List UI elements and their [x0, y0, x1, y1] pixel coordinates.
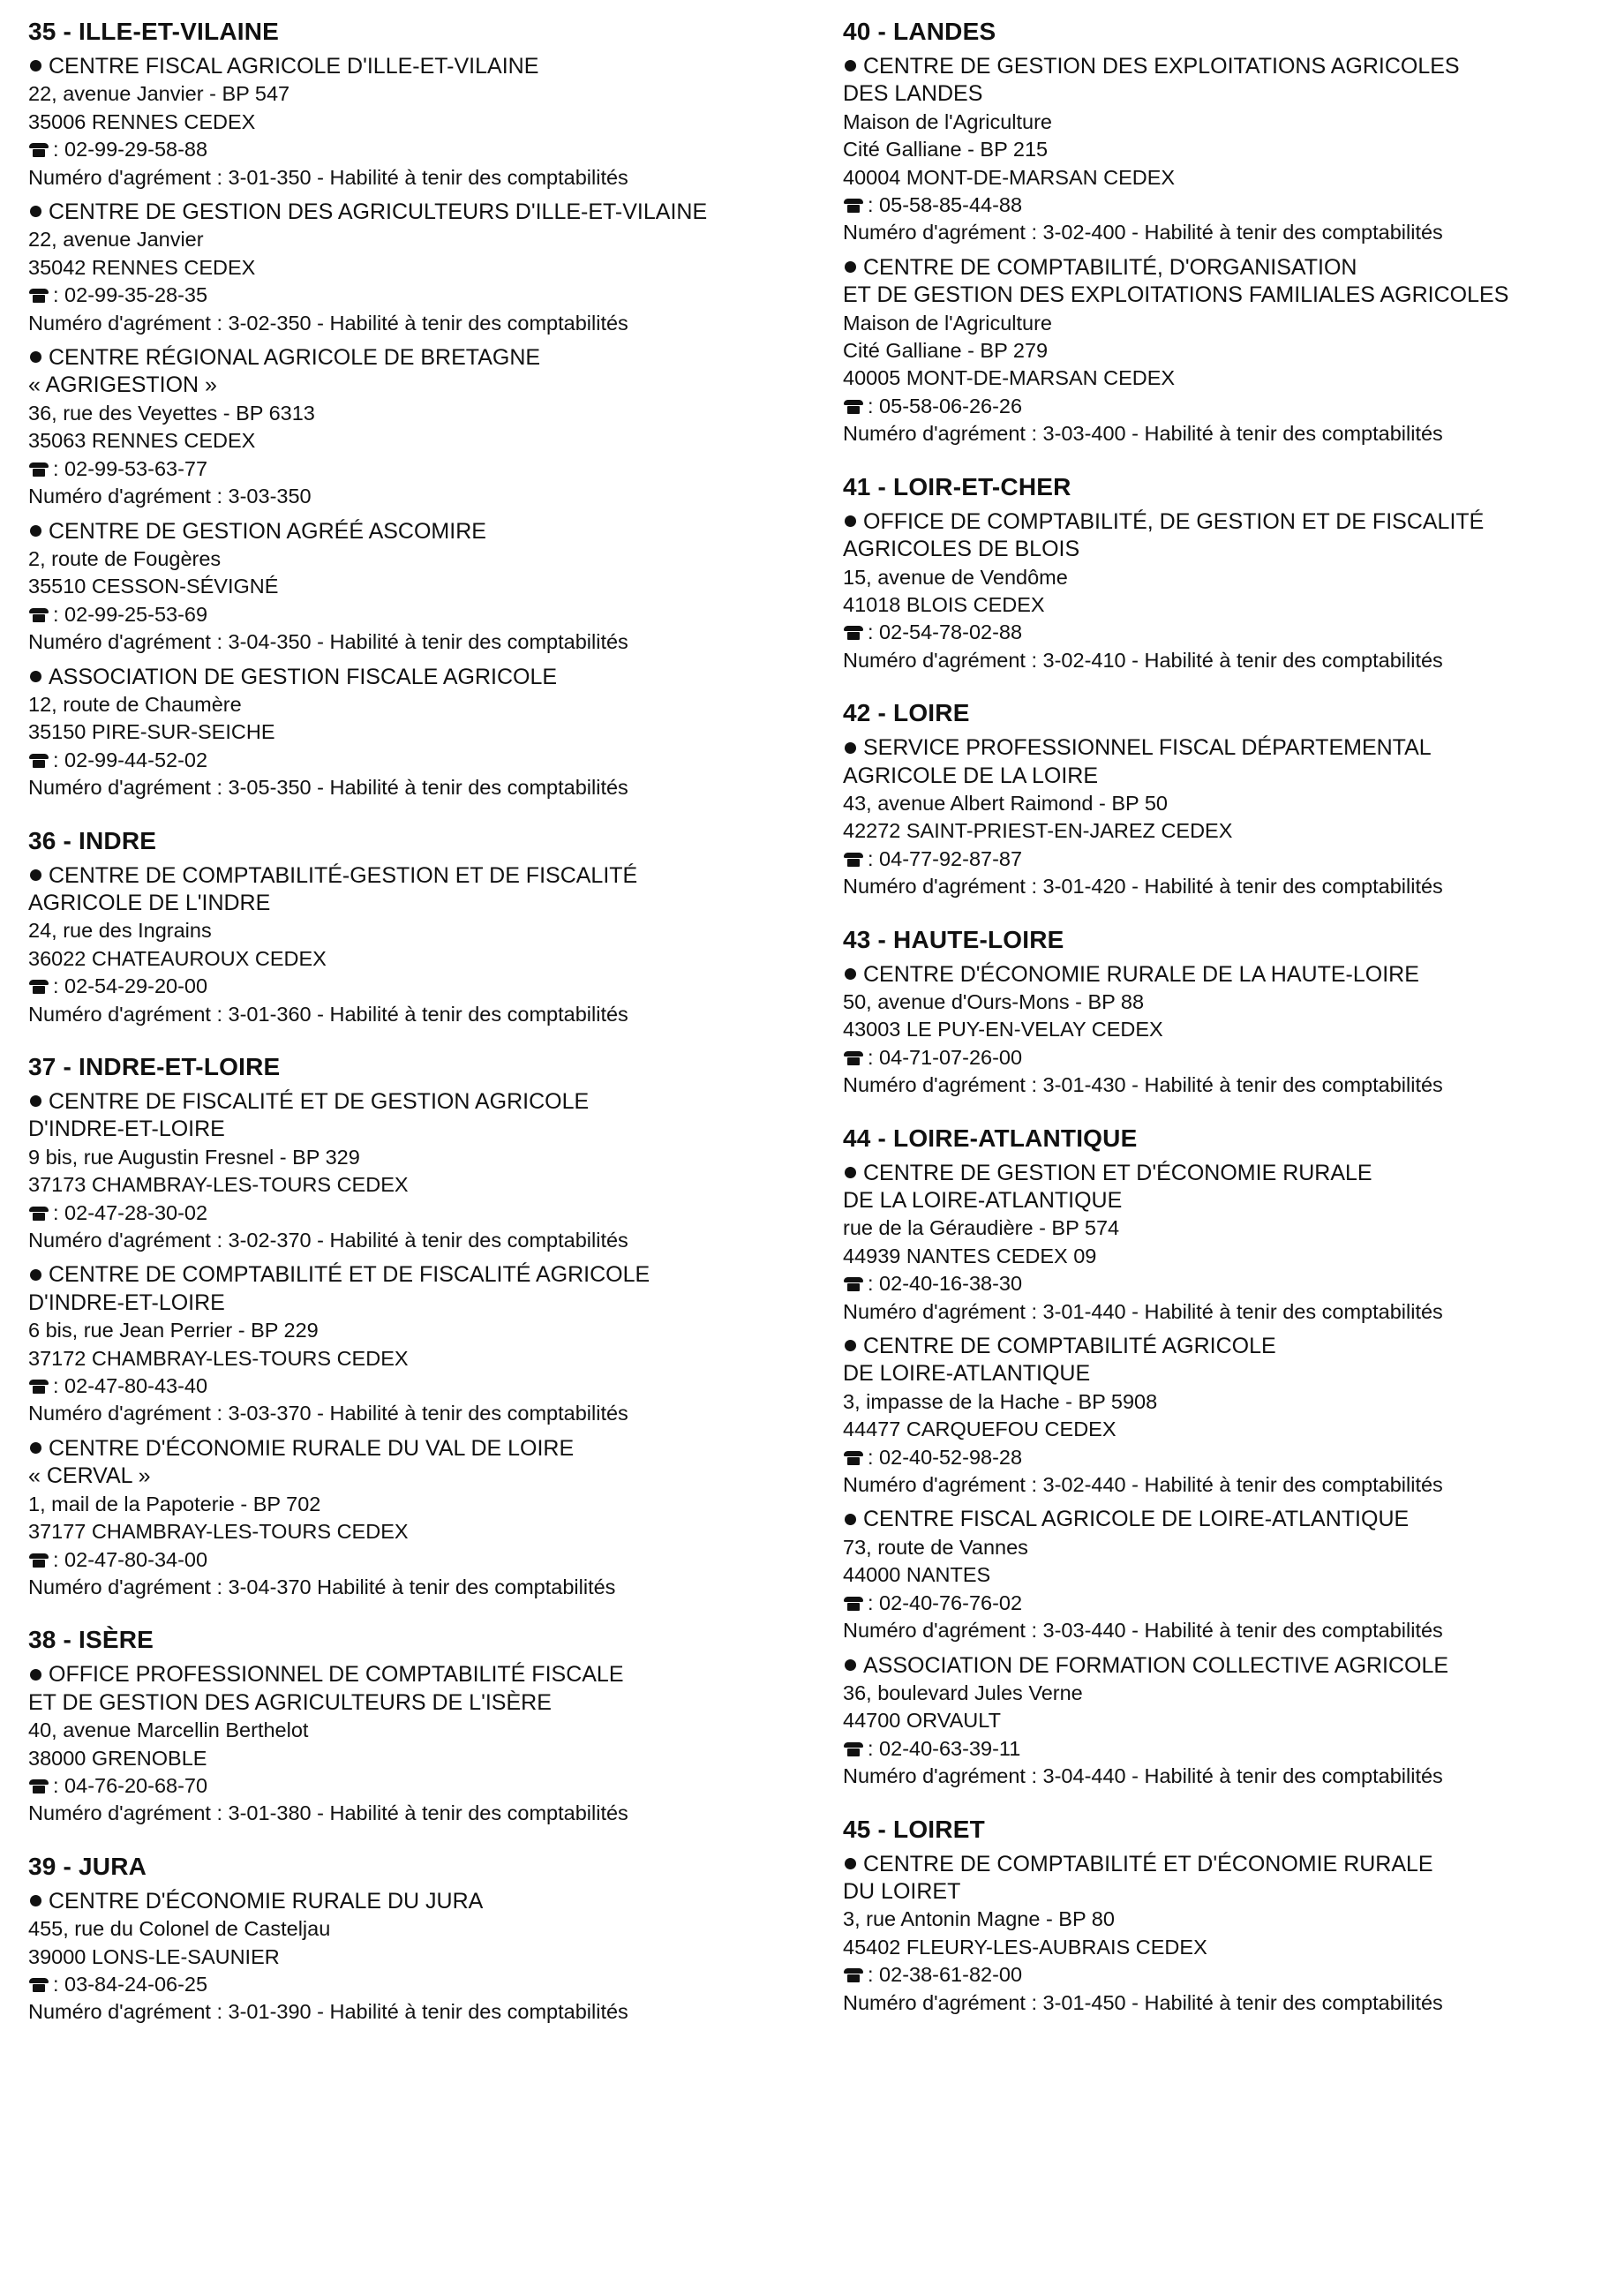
- centre-entry: [843, 734, 1602, 900]
- centre-name-text: CENTRE DE COMPTABILITÉ AGRICOLE: [863, 1334, 1276, 1359]
- centre-name-text: CENTRE FISCAL AGRICOLE DE LOIRE-ATLANTIQUE: [863, 1507, 1410, 1532]
- phone-number: : 02-99-53-63-77: [53, 456, 208, 480]
- phone-line: [28, 973, 805, 1000]
- phone-line: [843, 1735, 1602, 1763]
- right-column: [843, 16, 1602, 2040]
- address-line: 3, rue Antonin Magne - BP 80: [843, 1907, 1115, 1931]
- department-title: 36 - INDRE: [28, 826, 157, 854]
- centre-name-line: [843, 1360, 1602, 1387]
- bullet-icon: [845, 1340, 856, 1351]
- bullet-icon: [30, 1095, 41, 1107]
- centre-name-line: [843, 282, 1602, 309]
- centre-name-text: CENTRE D'ÉCONOMIE RURALE DU JURA: [49, 1888, 484, 1914]
- centre-name-line: [28, 199, 805, 226]
- address-line: 36, rue des Veyettes - BP 6313: [28, 401, 315, 425]
- address-line: 6 bis, rue Jean Perrier - BP 229: [28, 1319, 319, 1342]
- centre-name-text: CENTRE RÉGIONAL AGRICOLE DE BRETAGNE: [49, 345, 541, 371]
- centre-name-text: AGRICOLE DE L'INDRE: [28, 890, 271, 915]
- centre-name-line: [843, 1160, 1602, 1187]
- agrement-line: Numéro d'agrément : 3-03-350: [28, 485, 312, 508]
- agrement-line: Numéro d'agrément : 3-01-420 - Habilité à tenir des comptabilités: [843, 875, 1443, 899]
- telephone-icon: [843, 1597, 864, 1611]
- centre-entry: [28, 862, 805, 1028]
- centre-name-text: CENTRE DE FISCALITÉ ET DE GESTION AGRICOLE: [49, 1089, 590, 1114]
- phone-number: : 02-54-78-02-88: [868, 620, 1023, 644]
- telephone-icon: [843, 1051, 864, 1065]
- centre-name-line: [843, 53, 1602, 80]
- centre-name-text: CENTRE D'ÉCONOMIE RURALE DE LA HAUTE-LOIRE: [863, 961, 1419, 987]
- department-section: [28, 16, 805, 802]
- address-line: 41018 BLOIS CEDEX: [843, 592, 1045, 616]
- centre-name-text: ET DE GESTION DES AGRICULTEURS DE L'ISÈRE: [28, 1689, 552, 1715]
- phone-number: : 02-47-80-34-00: [53, 1547, 208, 1571]
- department-section: [28, 1624, 805, 1827]
- centre-entry: [843, 1333, 1602, 1499]
- address-line: 44700 ORVAULT: [843, 1709, 1001, 1733]
- address-line: 35150 PIRE-SUR-SEICHE: [28, 720, 275, 744]
- centre-name-line: [843, 961, 1602, 989]
- department-title: 44 - LOIRE-ATLANTIQUE: [843, 1124, 1138, 1152]
- telephone-icon: [843, 1277, 864, 1291]
- phone-line: [28, 601, 805, 628]
- address-line: 37172 CHAMBRAY-LES-TOURS CEDEX: [28, 1346, 409, 1370]
- centre-name-line: [843, 1652, 1602, 1680]
- centre-name-line: [28, 664, 805, 691]
- centre-name-line: [28, 1116, 805, 1143]
- centre-entry: [28, 518, 805, 657]
- telephone-icon: [28, 1553, 49, 1568]
- address-line: 35063 RENNES CEDEX: [28, 429, 256, 453]
- telephone-icon: [843, 1742, 864, 1756]
- centre-name-line: [843, 536, 1602, 563]
- bullet-icon: [845, 1858, 856, 1869]
- phone-number: : 05-58-85-44-88: [868, 193, 1023, 217]
- centre-name-line: [843, 763, 1602, 790]
- centre-name-line: [843, 80, 1602, 108]
- agrement-line: Numéro d'agrément : 3-01-350 - Habilité à tenir des comptabilités: [28, 165, 628, 189]
- telephone-icon: [28, 1779, 49, 1793]
- address-line: 43, avenue Albert Raimond - BP 50: [843, 791, 1168, 815]
- agrement-line: Numéro d'agrément : 3-01-430 - Habilité à tenir des comptabilités: [843, 1073, 1443, 1097]
- phone-line: [28, 136, 805, 163]
- address-line: 40, avenue Marcellin Berthelot: [28, 1718, 309, 1742]
- telephone-icon: [28, 289, 49, 303]
- agrement-line: Numéro d'agrément : 3-02-350 - Habilité à tenir des comptabilités: [28, 311, 628, 335]
- bullet-icon: [30, 1895, 41, 1906]
- bullet-icon: [845, 1514, 856, 1525]
- phone-line: [28, 1199, 805, 1227]
- centre-name-line: [28, 862, 805, 890]
- centre-entry: [843, 53, 1602, 247]
- centre-name-text: D'INDRE-ET-LOIRE: [28, 1117, 225, 1142]
- address-line: 45402 FLEURY-LES-AUBRAIS CEDEX: [843, 1935, 1207, 1959]
- phone-line: [843, 192, 1602, 219]
- telephone-icon: [28, 754, 49, 768]
- agrement-line: Numéro d'agrément : 3-02-410 - Habilité à tenir des comptabilités: [843, 648, 1443, 672]
- centre-entry: [843, 961, 1602, 1100]
- phone-number: : 02-47-28-30-02: [53, 1200, 208, 1224]
- bullet-icon: [30, 1442, 41, 1454]
- centre-name-line: [28, 1088, 805, 1116]
- address-line: rue de la Géraudière - BP 574: [843, 1216, 1120, 1240]
- address-line: 35510 CESSON-SÉVIGNÉ: [28, 575, 279, 598]
- address-line: 455, rue du Colonel de Casteljau: [28, 1917, 331, 1941]
- address-line: 36, boulevard Jules Verne: [843, 1681, 1083, 1704]
- centre-name-text: DU LOIRET: [843, 1878, 961, 1904]
- centre-entry: [843, 508, 1602, 674]
- centre-name-line: [843, 1851, 1602, 1878]
- centre-name-text: AGRICOLES DE BLOIS: [843, 537, 1080, 562]
- address-line: 2, route de Fougères: [28, 546, 222, 570]
- centre-name-text: CENTRE DE COMPTABILITÉ ET D'ÉCONOMIE RURALE: [863, 1851, 1433, 1876]
- department-title: 43 - HAUTE-LOIRE: [843, 925, 1064, 953]
- agrement-line: Numéro d'agrément : 3-04-370 Habilité à tenir des comptabilités: [28, 1575, 616, 1598]
- bullet-icon: [30, 60, 41, 71]
- centre-entry: [28, 1888, 805, 2027]
- centre-name-line: [28, 1888, 805, 1915]
- centre-name-line: [28, 372, 805, 399]
- address-line: 44000 NANTES: [843, 1563, 991, 1587]
- phone-number: : 03-84-24-06-25: [53, 1972, 208, 1996]
- telephone-icon: [28, 1207, 49, 1221]
- phone-number: : 02-99-35-28-35: [53, 283, 208, 307]
- centre-entry: [843, 1506, 1602, 1644]
- centre-name-line: [843, 1506, 1602, 1533]
- agrement-line: Numéro d'agrément : 3-04-350 - Habilité à tenir des comptabilités: [28, 630, 628, 654]
- centre-name-text: CENTRE DE GESTION DES EXPLOITATIONS AGRICOLES: [863, 54, 1460, 79]
- centre-name-text: ASSOCIATION DE GESTION FISCALE AGRICOLE: [49, 664, 558, 689]
- address-line: 1, mail de la Papoterie - BP 702: [28, 1492, 321, 1515]
- centre-name-text: D'INDRE-ET-LOIRE: [28, 1290, 225, 1315]
- phone-number: : 02-54-29-20-00: [53, 974, 208, 998]
- address-line: 12, route de Chaumère: [28, 692, 242, 716]
- centre-name-text: « CERVAL »: [28, 1463, 151, 1489]
- centre-name-text: DES LANDES: [843, 81, 983, 107]
- centre-entry: [843, 1652, 1602, 1791]
- bullet-icon: [30, 206, 41, 217]
- centre-name-line: [28, 890, 805, 917]
- phone-number: : 02-99-44-52-02: [53, 748, 208, 771]
- telephone-icon: [28, 1978, 49, 1992]
- agrement-line: Numéro d'agrément : 3-04-440 - Habilité à tenir des comptabilités: [843, 1764, 1443, 1788]
- phone-line: [843, 1590, 1602, 1617]
- centre-name-text: DE LA LOIRE-ATLANTIQUE: [843, 1188, 1123, 1213]
- department-section: [843, 16, 1602, 448]
- address-line: Cité Galliane - BP 279: [843, 339, 1049, 363]
- centre-entry: [28, 1661, 805, 1827]
- address-line: 36022 CHATEAUROUX CEDEX: [28, 946, 327, 970]
- telephone-icon: [843, 853, 864, 867]
- telephone-icon: [843, 1451, 864, 1465]
- agrement-line: Numéro d'agrément : 3-02-440 - Habilité à tenir des comptabilités: [843, 1473, 1443, 1497]
- agrement-line: Numéro d'agrément : 3-01-440 - Habilité à tenir des comptabilités: [843, 1299, 1443, 1323]
- centre-name-line: [843, 1333, 1602, 1360]
- telephone-icon: [28, 462, 49, 477]
- centre-name-line: [28, 1290, 805, 1317]
- centre-name-line: [28, 518, 805, 545]
- phone-line: [843, 393, 1602, 420]
- phone-line: [843, 1044, 1602, 1072]
- bullet-icon: [845, 60, 856, 71]
- centre-name-line: [843, 1878, 1602, 1906]
- department-title: 37 - INDRE-ET-LOIRE: [28, 1053, 281, 1080]
- phone-line: [28, 1971, 805, 1998]
- department-section: [28, 1051, 805, 1601]
- bullet-icon: [30, 869, 41, 881]
- address-line: 43003 LE PUY-EN-VELAY CEDEX: [843, 1018, 1163, 1042]
- phone-line: [28, 455, 805, 483]
- centre-entry: [843, 1160, 1602, 1326]
- centre-name-text: ET DE GESTION DES EXPLOITATIONS FAMILIALES AGRICOLES: [843, 282, 1509, 308]
- centre-entry: [28, 53, 805, 192]
- agrement-line: Numéro d'agrément : 3-01-450 - Habilité à tenir des comptabilités: [843, 1990, 1443, 2014]
- bullet-icon: [30, 671, 41, 682]
- phone-number: : 02-40-63-39-11: [868, 1736, 1021, 1760]
- centre-name-text: SERVICE PROFESSIONNEL FISCAL DÉPARTEMENTAL: [863, 735, 1432, 761]
- phone-number: : 05-58-06-26-26: [868, 394, 1023, 417]
- agrement-line: Numéro d'agrément : 3-01-390 - Habilité à tenir des comptabilités: [28, 2000, 628, 2024]
- phone-number: : 04-77-92-87-87: [868, 846, 1023, 870]
- bullet-icon: [845, 742, 856, 754]
- address-line: 44477 CARQUEFOU CEDEX: [843, 1417, 1116, 1441]
- address-line: 22, avenue Janvier: [28, 228, 204, 252]
- address-line: 50, avenue d'Ours-Mons - BP 88: [843, 989, 1145, 1013]
- centre-name-line: [28, 1261, 805, 1289]
- department-title: 35 - ILLE-ET-VILAINE: [28, 18, 280, 45]
- centre-name-line: [843, 254, 1602, 282]
- centre-name-line: [843, 508, 1602, 536]
- address-line: 35042 RENNES CEDEX: [28, 255, 256, 279]
- agrement-line: Numéro d'agrément : 3-01-380 - Habilité à tenir des comptabilités: [28, 1801, 628, 1825]
- centre-name-line: [28, 53, 805, 80]
- phone-number: : 02-99-29-58-88: [53, 138, 208, 162]
- address-line: 3, impasse de la Hache - BP 5908: [843, 1389, 1158, 1413]
- phone-number: : 02-40-52-98-28: [868, 1445, 1023, 1469]
- phone-line: [843, 619, 1602, 646]
- phone-line: [843, 846, 1602, 873]
- agrement-line: Numéro d'agrément : 3-03-370 - Habilité à tenir des comptabilités: [28, 1402, 628, 1425]
- agrement-line: Numéro d'agrément : 3-02-400 - Habilité à tenir des comptabilités: [843, 221, 1443, 244]
- department-title: 42 - LOIRE: [843, 699, 970, 727]
- phone-line: [843, 1270, 1602, 1297]
- centre-name-line: [28, 1463, 805, 1490]
- phone-number: : 02-99-25-53-69: [53, 602, 208, 626]
- department-title: 45 - LOIRET: [843, 1815, 985, 1843]
- telephone-icon: [843, 199, 864, 213]
- agrement-line: Numéro d'agrément : 3-03-440 - Habilité à tenir des comptabilités: [843, 1619, 1443, 1643]
- address-line: 37173 CHAMBRAY-LES-TOURS CEDEX: [28, 1173, 409, 1197]
- phone-number: : 02-38-61-82-00: [868, 1963, 1023, 1987]
- address-line: 37177 CHAMBRAY-LES-TOURS CEDEX: [28, 1520, 409, 1544]
- address-line: Maison de l'Agriculture: [843, 109, 1052, 133]
- centre-entry: [843, 254, 1602, 448]
- centre-name-text: ASSOCIATION DE FORMATION COLLECTIVE AGRICOLE: [863, 1652, 1449, 1678]
- department-title: 41 - LOIR-ET-CHER: [843, 472, 1071, 500]
- bullet-icon: [30, 1269, 41, 1281]
- phone-number: : 02-40-76-76-02: [868, 1590, 1023, 1614]
- centre-name-line: [843, 1187, 1602, 1214]
- phone-number: : 02-40-16-38-30: [868, 1272, 1023, 1296]
- centre-name-text: CENTRE D'ÉCONOMIE RURALE DU VAL DE LOIRE: [49, 1435, 575, 1461]
- department-section: [28, 825, 805, 1028]
- centre-name-text: CENTRE DE GESTION DES AGRICULTEURS D'ILLE-ET-VILAINE: [49, 199, 708, 225]
- address-line: 24, rue des Ingrains: [28, 919, 212, 943]
- bullet-icon: [845, 261, 856, 273]
- centre-name-text: OFFICE PROFESSIONNEL DE COMPTABILITÉ FISCALE: [49, 1662, 624, 1688]
- bullet-icon: [30, 351, 41, 363]
- centre-entry: [28, 1261, 805, 1427]
- centre-entry: [28, 1435, 805, 1601]
- telephone-icon: [28, 980, 49, 994]
- telephone-icon: [28, 1380, 49, 1394]
- centre-entry: [28, 344, 805, 510]
- phone-number: : 02-47-80-43-40: [53, 1374, 208, 1398]
- department-title: 38 - ISÈRE: [28, 1626, 154, 1654]
- left-column: [28, 16, 805, 2049]
- address-line: 22, avenue Janvier - BP 547: [28, 82, 290, 106]
- phone-number: : 04-71-07-26-00: [868, 1045, 1023, 1069]
- centre-name-text: CENTRE DE COMPTABILITÉ ET DE FISCALITÉ AGRICOLE: [49, 1262, 650, 1288]
- department-section: [843, 924, 1602, 1100]
- bullet-icon: [845, 968, 856, 980]
- address-line: 42272 SAINT-PRIEST-EN-JAREZ CEDEX: [843, 819, 1233, 843]
- bullet-icon: [845, 1167, 856, 1178]
- bullet-icon: [845, 515, 856, 527]
- department-title: 39 - JURA: [28, 1852, 147, 1880]
- phone-line: [28, 1772, 805, 1800]
- agrement-line: Numéro d'agrément : 3-01-360 - Habilité à tenir des comptabilités: [28, 1002, 628, 1026]
- telephone-icon: [843, 400, 864, 414]
- address-line: Cité Galliane - BP 215: [843, 138, 1049, 162]
- centre-name-line: [843, 734, 1602, 762]
- phone-line: [28, 1546, 805, 1574]
- centre-entry: [28, 1088, 805, 1254]
- address-line: 73, route de Vannes: [843, 1535, 1028, 1559]
- phone-line: [28, 1372, 805, 1400]
- bullet-icon: [30, 525, 41, 537]
- centre-name-line: [28, 1689, 805, 1717]
- phone-line: [843, 1961, 1602, 1989]
- centre-name-text: OFFICE DE COMPTABILITÉ, DE GESTION ET DE FISCALITÉ: [863, 508, 1485, 534]
- telephone-icon: [843, 1968, 864, 1982]
- address-line: 9 bis, rue Augustin Fresnel - BP 329: [28, 1145, 360, 1169]
- centre-name-text: CENTRE DE GESTION AGRÉÉ ASCOMIRE: [49, 518, 486, 544]
- centre-name-text: AGRICOLE DE LA LOIRE: [843, 763, 1098, 788]
- agrement-line: Numéro d'agrément : 3-02-370 - Habilité à tenir des comptabilités: [28, 1229, 628, 1252]
- address-line: 44939 NANTES CEDEX 09: [843, 1244, 1097, 1267]
- address-line: 35006 RENNES CEDEX: [28, 109, 256, 133]
- agrement-line: Numéro d'agrément : 3-03-400 - Habilité à tenir des comptabilités: [843, 422, 1443, 446]
- centre-entry: [28, 664, 805, 802]
- bullet-icon: [30, 1669, 41, 1681]
- centre-name-line: [28, 1435, 805, 1463]
- address-line: 40005 MONT-DE-MARSAN CEDEX: [843, 366, 1176, 390]
- address-line: 39000 LONS-LE-SAUNIER: [28, 1944, 280, 1968]
- centre-name-text: CENTRE FISCAL AGRICOLE D'ILLE-ET-VILAINE: [49, 54, 539, 79]
- centre-name-text: CENTRE DE COMPTABILITÉ-GESTION ET DE FISCALITÉ: [49, 862, 638, 888]
- phone-line: [28, 282, 805, 309]
- address-line: 40004 MONT-DE-MARSAN CEDEX: [843, 165, 1176, 189]
- address-line: Maison de l'Agriculture: [843, 311, 1052, 335]
- department-section: [843, 471, 1602, 674]
- department-section: [843, 697, 1602, 900]
- centre-name-text: « AGRIGESTION »: [28, 372, 217, 398]
- telephone-icon: [843, 626, 864, 640]
- phone-line: [28, 747, 805, 774]
- centre-entry: [843, 1851, 1602, 2017]
- centre-name-text: CENTRE DE COMPTABILITÉ, D'ORGANISATION: [863, 254, 1357, 280]
- address-line: 15, avenue de Vendôme: [843, 565, 1068, 589]
- department-section: [843, 1814, 1602, 2017]
- department-section: [28, 1851, 805, 2027]
- phone-line: [843, 1444, 1602, 1471]
- telephone-icon: [28, 608, 49, 622]
- department-title: 40 - LANDES: [843, 18, 996, 45]
- centre-name-line: [28, 344, 805, 372]
- department-section: [843, 1123, 1602, 1791]
- centre-name-text: CENTRE DE GESTION ET D'ÉCONOMIE RURALE: [863, 1160, 1372, 1185]
- address-line: 38000 GRENOBLE: [28, 1746, 207, 1770]
- centre-entry: [28, 199, 805, 337]
- bullet-icon: [845, 1659, 856, 1671]
- phone-number: : 04-76-20-68-70: [53, 1773, 208, 1797]
- centre-name-text: DE LOIRE-ATLANTIQUE: [843, 1361, 1091, 1387]
- telephone-icon: [28, 143, 49, 157]
- agrement-line: Numéro d'agrément : 3-05-350 - Habilité à tenir des comptabilités: [28, 776, 628, 800]
- centre-name-line: [28, 1661, 805, 1688]
